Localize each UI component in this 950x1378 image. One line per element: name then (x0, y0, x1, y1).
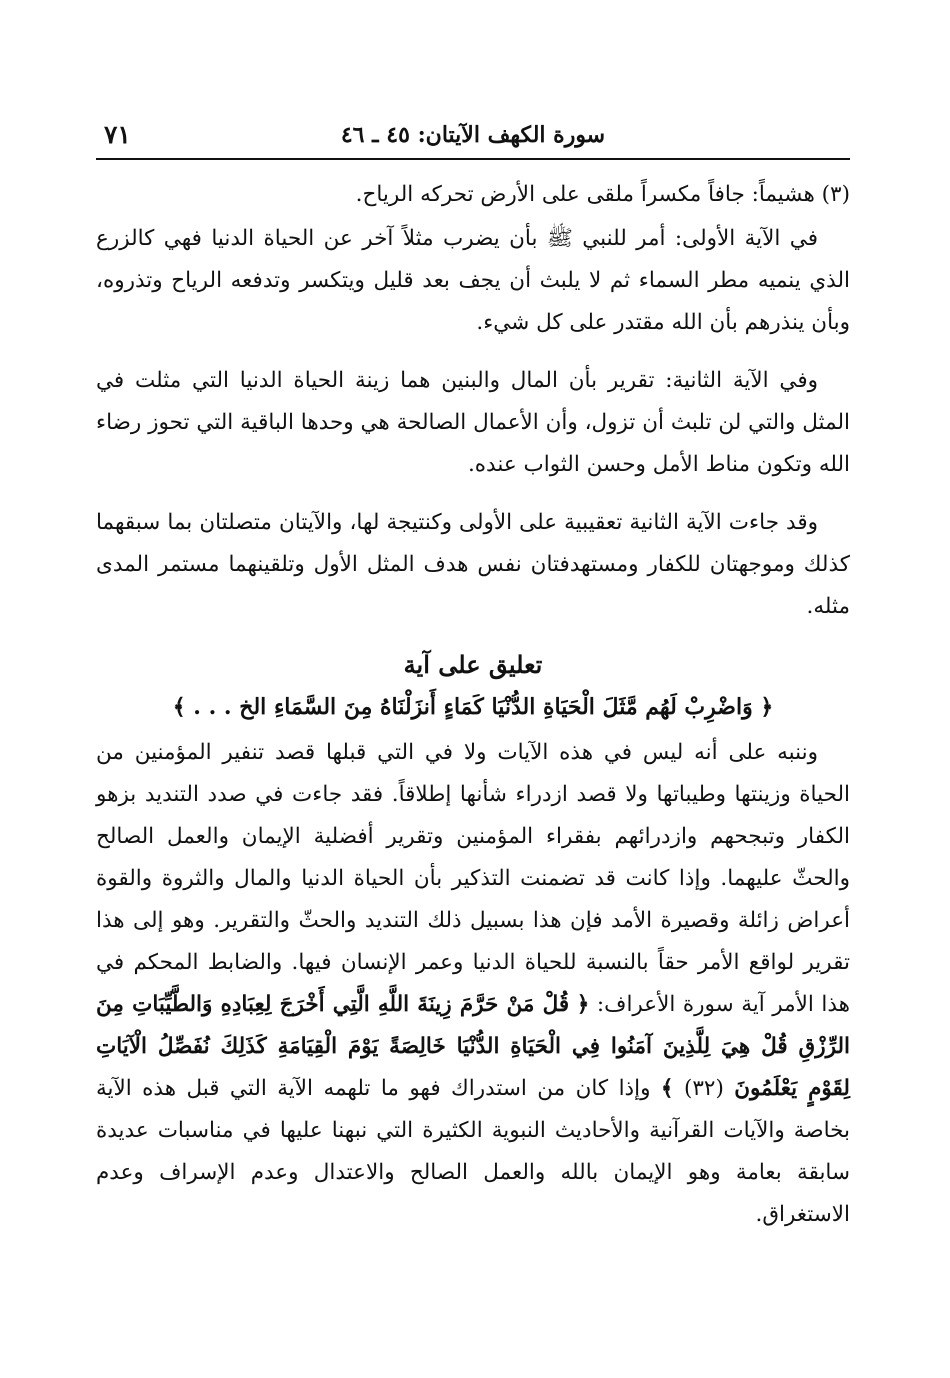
verse-close-bracket: ﴾ (172, 694, 186, 720)
paragraph-first-verse: في الآية الأولى: أمر للنبي ﷺ بأن يضرب مثلاً آخر عن الحياة الدنيا فهي كالزرع الذي ينميه مطر السماء ثم لا يلبث أن يجف بعد قليل ويتكسر وتدفعه الرياح وتذروه، وبأن ينذرهم بأن الله مقتدر على كل شيء. (96, 226, 850, 335)
quran-close-bracket: ﴾ (660, 1076, 674, 1101)
verse-heading (96, 686, 850, 728)
verse-number: ٣٢ (692, 1076, 716, 1101)
footnote: (٣) هشيماً: جافاً مكسراً ملقى على الأرض تحركه الرياح. (355, 182, 850, 207)
verse-open-bracket: ﴿ (760, 694, 774, 720)
commentary-text-before: وننبه على أنه ليس في هذه الآيات ولا في التي قبلها قصد تنفير المؤمنين من الحياة وزينتها وطيباتها ولا قصد ازدراء شأنها إطلاقاً. فقد جاءت في صدد التنديد بزهو الكفار وتبجحهم وازدرائهم بفقراء المؤمنين وتقرير أفضلية الإيمان والعمل الصالح والحثّ عليهما. وإذا كانت قد تضمنت التذكير بأن الحياة الدنيا والمال والثروة والقوة أعراض زائلة وقصيرة الأمد فإن هذا بسبيل ذلك التنديد والحثّ والتقرير. وهو إلى هذا تقرير لواقع الأمر حقاً بالنسبة للحياة الدنيا وعمر الإنسان فيها. والضابط المحكم في هذا الأمر آية سورة الأعراف: (96, 740, 851, 1017)
quran-open-bracket: ﴿ (576, 992, 590, 1017)
verse-heading-suffix: الخ . . . (193, 694, 267, 720)
page-number: ٧١ (104, 120, 131, 149)
paragraph-second-verse: وفي الآية الثانية: تقرير بأن المال والبنين هما زينة الحياة الدنيا التي مثلت في المثل والتي لن تلبث أن تزول، وأن الأعمال الصالحة هي وحدها الباقية التي تحوز رضاء الله وتكون مناط الأمل وحسن الثواب عنده. (96, 368, 850, 477)
commentary-text-after: وإذا كان من استدراك فهو ما تلهمه الآية التي قبل هذه الآية بخاصة والآيات القرآنية والأحاديث النبوية الكثيرة التي نبهنا عليها في مناسبات عديدة سابقة بعامة وهو الإيمان بالله والعمل الصالح والاعتدال وعدم الإسراف وعدم الاستغراق. (96, 1076, 850, 1227)
paragraph-commentary (96, 732, 850, 1236)
running-title: سورة الكهف الآيتان: ٤٥ ـ ٤٦ (340, 122, 606, 148)
section-title: تعليق على آية (403, 650, 543, 679)
page-content (96, 174, 850, 1236)
quran-quote: قُلْ مَنْ حَرَّمَ زِينَةَ اللَّهِ الَّتِي أَخْرَجَ لِعِبَادِهِ وَالطَّيِّبَاتِ مِنَ الرِّزْقِ قُلْ هِيَ لِلَّذِينَ آمَنُوا فِي الْحَيَاةِ الدُّنْيَا خَالِصَةً يَوْمَ الْقِيَامَةِ كَذَلِكَ نُفَصِّلُ الْآيَاتِ لِقَوْمٍ يَعْلَمُونَ (96, 992, 850, 1101)
verse-number-marker: (٣٢) (683, 1076, 724, 1101)
page-header (96, 112, 850, 160)
book-page (96, 112, 850, 1236)
verse-heading-text: وَاضْرِبْ لَهُم مَّثَلَ الْحَيَاةِ الدُّنْيَا كَمَاءٍ أَنزَلْنَاهُ مِنَ السَّمَاءِ (273, 694, 753, 720)
paragraph-relation: وقد جاءت الآية الثانية تعقيبية على الأولى وكنتيجة لها، والآيتان متصلتان بما سبقهما كذلك وموجهتان للكفار ومستهدفتان نفس هدف المثل الأول وتلقينهما مستمر المدى مثله. (96, 510, 850, 619)
